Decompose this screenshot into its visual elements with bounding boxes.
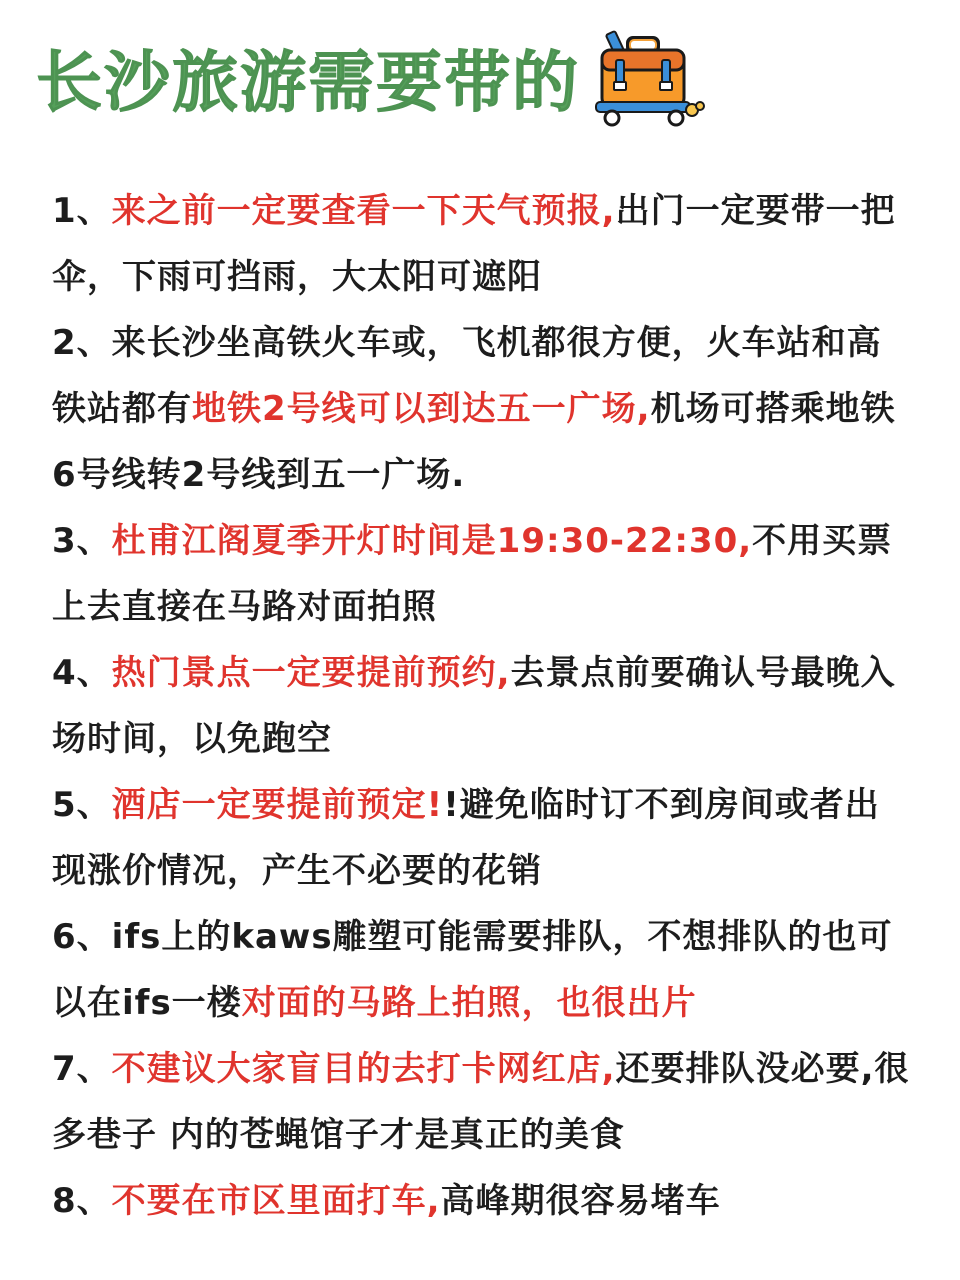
item-highlight: 地铁2号线可以到达五一广场, <box>192 389 651 429</box>
item-highlight: 不要在市区里面打车, <box>111 1181 441 1221</box>
item-number: 6、 <box>52 917 112 957</box>
item-text: ifs上的kaws雕塑可能需要排队，不想排队的也可以在ifs一楼 <box>52 917 893 1023</box>
item-highlight: 杜甫江阁夏季开灯时间是19:30-22:30, <box>111 521 753 561</box>
item-highlight: 对面的马路上拍照，也很出片 <box>241 983 697 1023</box>
item-number: 3、 <box>52 521 112 561</box>
list-item <box>52 1168 914 1234</box>
item-number: 8、 <box>52 1181 112 1221</box>
item-text: 高峰期很容易堵车 <box>440 1181 721 1221</box>
list-item <box>52 310 914 508</box>
item-number: 4、 <box>52 653 112 693</box>
suitcase-icon <box>586 30 706 130</box>
list-item <box>52 508 914 640</box>
list-item <box>52 640 914 772</box>
item-number: 5、 <box>52 785 112 825</box>
page-title: 长沙旅游需要带的 <box>36 44 580 121</box>
title-row <box>36 28 706 138</box>
item-number: 1、 <box>52 191 112 231</box>
list-item <box>52 904 914 1036</box>
item-number: 2、 <box>52 323 112 363</box>
item-text: 不用买票上去直接在马路对面拍照 <box>52 521 893 627</box>
list-item <box>52 1036 914 1168</box>
item-highlight: 不建议大家盲目的去打卡网红店, <box>111 1049 616 1089</box>
list-item <box>52 772 914 904</box>
item-highlight: 来之前一定要查看一下天气预报, <box>111 191 616 231</box>
item-text: !避免临时订不到房间或者出现涨价情况，产生不必要的花销 <box>52 785 880 891</box>
item-highlight: 热门景点一定要提前预约, <box>111 653 511 693</box>
list-item <box>52 178 914 310</box>
item-highlight: 酒店一定要提前预定! <box>111 785 444 825</box>
item-text: 出门一定要带一把伞，下雨可挡雨，大太阳可遮阳 <box>52 191 896 297</box>
tips-list <box>52 178 914 1234</box>
item-text: 机场可搭乘地铁6号线转2号线到五一广场. <box>52 389 896 495</box>
item-text: 还要排队没必要,很多巷子 内的苍蝇馆子才是真正的美食 <box>52 1049 910 1155</box>
item-text: 去景点前要确认号最晚入场时间，以免跑空 <box>52 653 896 759</box>
item-text: 来长沙坐高铁火车或，飞机都很方便，火车站和高铁站都有 <box>52 323 882 429</box>
item-number: 7、 <box>52 1049 112 1089</box>
